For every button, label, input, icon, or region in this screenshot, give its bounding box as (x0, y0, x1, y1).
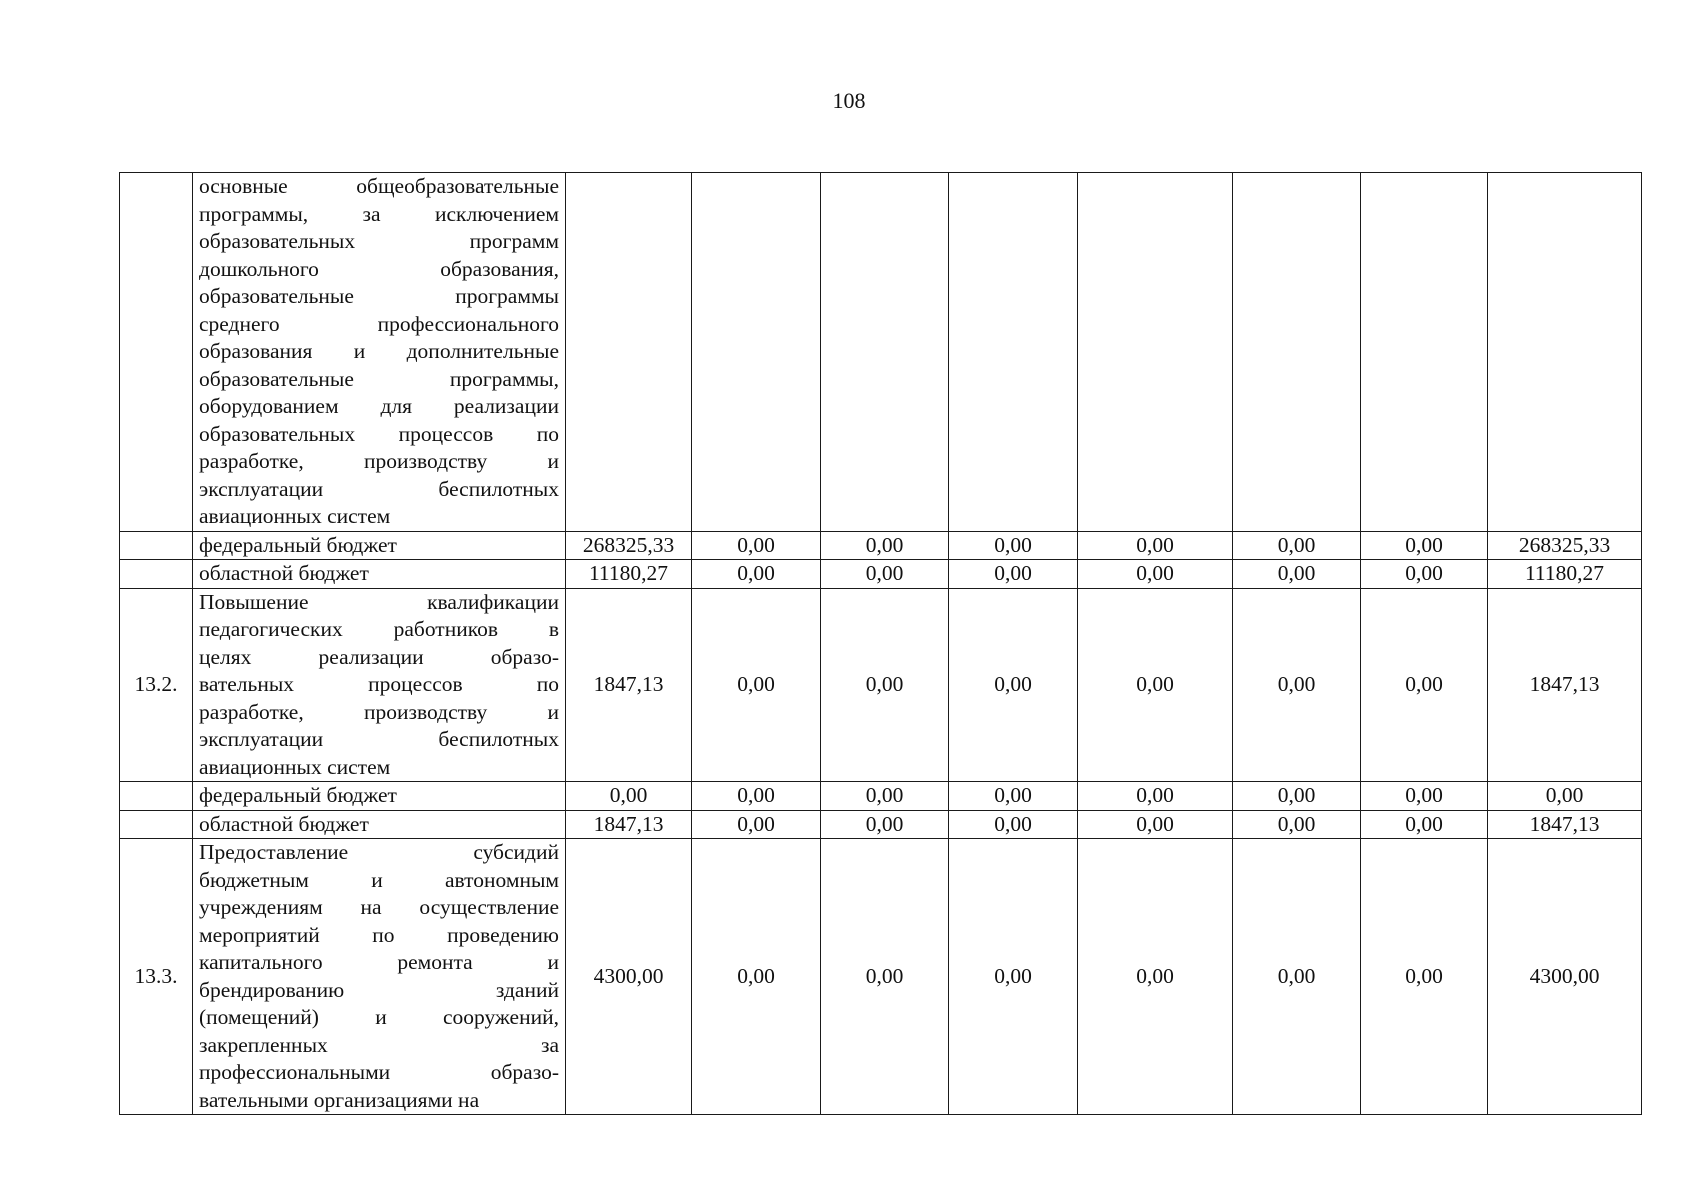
description-line: среднего профессионального (199, 311, 559, 336)
value-cell: 0,00 (692, 588, 821, 782)
table-row (120, 173, 1642, 532)
value-cell: 268325,33 (566, 531, 692, 560)
value-cell: 0,00 (1078, 782, 1233, 811)
value-cell: 268325,33 (1488, 531, 1642, 560)
value-cell: 0,00 (821, 560, 949, 589)
description-line: вательными организациями на (199, 1087, 480, 1112)
row-description (193, 588, 566, 782)
value-cell: 0,00 (1361, 588, 1488, 782)
table-row (120, 810, 1642, 839)
description-line: эксплуатации беспилотных (199, 476, 559, 501)
value-cell: 0,00 (1078, 531, 1233, 560)
value-cell (1361, 173, 1488, 532)
value-cell: 0,00 (1488, 782, 1642, 811)
value-cell: 4300,00 (566, 839, 692, 1115)
value-cell: 0,00 (566, 782, 692, 811)
value-cell: 0,00 (949, 560, 1078, 589)
description-line: закрепленных за (199, 1032, 559, 1057)
value-cell: 0,00 (821, 839, 949, 1115)
value-cell: 11180,27 (566, 560, 692, 589)
value-cell: 4300,00 (1488, 839, 1642, 1115)
value-cell: 0,00 (1233, 588, 1361, 782)
value-cell: 0,00 (821, 531, 949, 560)
value-cell: 0,00 (949, 810, 1078, 839)
description-line: разработке, производству и (199, 699, 559, 724)
value-cell: 0,00 (821, 782, 949, 811)
description-line: разработке, производству и (199, 449, 559, 473)
value-cell: 11180,27 (1488, 560, 1642, 589)
description-line: целях реализации образо- (199, 644, 559, 669)
description-line: (помещений) и сооружений, (199, 1005, 559, 1029)
value-cell: 0,00 (821, 588, 949, 782)
table-row (120, 531, 1642, 560)
value-cell: 0,00 (1078, 588, 1233, 782)
value-cell: 0,00 (692, 839, 821, 1115)
description-line: Повышение квалификации (199, 589, 559, 614)
description-line: образовательные программы (199, 284, 559, 308)
value-cell: 0,00 (1233, 782, 1361, 811)
description-line: мероприятий по проведению (199, 922, 559, 947)
value-cell: 0,00 (1361, 810, 1488, 839)
budget-table (119, 172, 1642, 1115)
value-cell: 0,00 (1361, 560, 1488, 589)
row-description (193, 839, 566, 1115)
value-cell (1078, 173, 1233, 532)
value-cell: 0,00 (821, 810, 949, 839)
value-cell: 0,00 (1361, 531, 1488, 560)
row-description (193, 173, 566, 532)
description-line: бюджетным и автономным (199, 867, 559, 892)
description-line: оборудованием для реализации (199, 394, 559, 418)
description-line: образовательных процессов по (199, 421, 559, 446)
value-cell: 0,00 (692, 560, 821, 589)
value-cell (692, 173, 821, 532)
value-cell (1233, 173, 1361, 532)
value-cell: 0,00 (949, 782, 1078, 811)
description-line: программы, за исключением (199, 201, 559, 226)
row-index (120, 173, 193, 532)
value-cell: 0,00 (692, 810, 821, 839)
value-cell (1488, 173, 1642, 532)
row-index (120, 810, 193, 839)
row-index (120, 782, 193, 811)
row-index: 13.3. (120, 839, 193, 1115)
description-line: основные общеобразовательные (199, 174, 559, 198)
description-line: дошкольного образования, (199, 256, 559, 281)
table-row (120, 588, 1642, 782)
description-line: авиационных систем (199, 754, 391, 779)
description-line: образовательные программы, (199, 366, 559, 391)
description-line: брендированию зданий (199, 977, 559, 1002)
description-line: Предоставление субсидий (199, 840, 559, 864)
value-cell (949, 173, 1078, 532)
row-index (120, 560, 193, 589)
description-line: образования и дополнительные (199, 339, 559, 363)
table-row (120, 839, 1642, 1115)
row-description: федеральный бюджет (193, 782, 566, 811)
value-cell: 1847,13 (1488, 588, 1642, 782)
table-row (120, 560, 1642, 589)
value-cell: 0,00 (1233, 531, 1361, 560)
value-cell (566, 173, 692, 532)
description-line: образовательных программ (199, 229, 559, 253)
value-cell: 0,00 (692, 531, 821, 560)
value-cell: 0,00 (949, 839, 1078, 1115)
description-line: капитального ремонта и (199, 950, 559, 974)
description-line: педагогических работников в (199, 617, 559, 641)
description-line: эксплуатации беспилотных (199, 727, 559, 751)
value-cell: 1847,13 (566, 588, 692, 782)
value-cell: 0,00 (692, 782, 821, 811)
row-index (120, 531, 193, 560)
description-line: учреждениям на осуществление (199, 895, 559, 919)
value-cell: 1847,13 (1488, 810, 1642, 839)
value-cell: 0,00 (1078, 810, 1233, 839)
value-cell (821, 173, 949, 532)
description-line: вательных процессов по (199, 672, 559, 696)
value-cell: 0,00 (1233, 810, 1361, 839)
value-cell: 0,00 (1233, 839, 1361, 1115)
description-line: авиационных систем (199, 504, 391, 528)
row-index: 13.2. (120, 588, 193, 782)
row-description: федеральный бюджет (193, 531, 566, 560)
value-cell: 0,00 (1078, 839, 1233, 1115)
row-description: областной бюджет (193, 810, 566, 839)
value-cell: 0,00 (1233, 560, 1361, 589)
value-cell: 0,00 (1361, 782, 1488, 811)
page-number: 108 (832, 88, 866, 113)
value-cell: 1847,13 (566, 810, 692, 839)
value-cell: 0,00 (1078, 560, 1233, 589)
description-line: профессиональными образо- (199, 1060, 559, 1084)
value-cell: 0,00 (1361, 839, 1488, 1115)
table-row (120, 782, 1642, 811)
value-cell: 0,00 (949, 531, 1078, 560)
row-description: областной бюджет (193, 560, 566, 589)
value-cell: 0,00 (949, 588, 1078, 782)
